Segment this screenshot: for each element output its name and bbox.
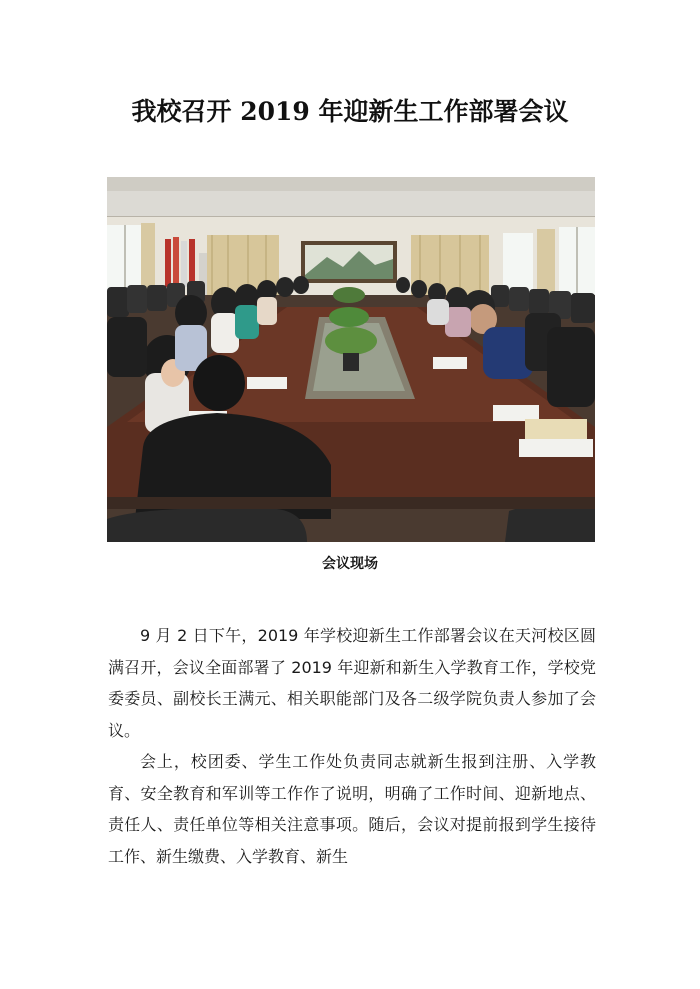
photo-caption: 会议现场 <box>322 556 378 572</box>
article-paragraph: 会上，校团委、学生工作处负责同志就新生报到注册、入学教育、安全教育和军训等工作作了说明，明确了工作时间、迎新地点、责任人、责任单位等相关注意事项。随后，会议对提前报到学生接待工作、新生缴费、入学教育、新生 <box>108 752 596 866</box>
article-paragraph: 9 月 2 日下午，2019 年学校迎新生工作部署会议在天河校区圆满召开，会议全面部署了 2019 年迎新和新生入学教育工作，学校党委委员、副校长王满元、相关职能部门及各二级学院负责人参加了会议。 <box>108 626 596 740</box>
article-title: 我校召开 2019 年迎新生工作部署会议 <box>131 97 569 126</box>
article-body <box>108 620 596 872</box>
meeting-photo <box>107 177 595 542</box>
